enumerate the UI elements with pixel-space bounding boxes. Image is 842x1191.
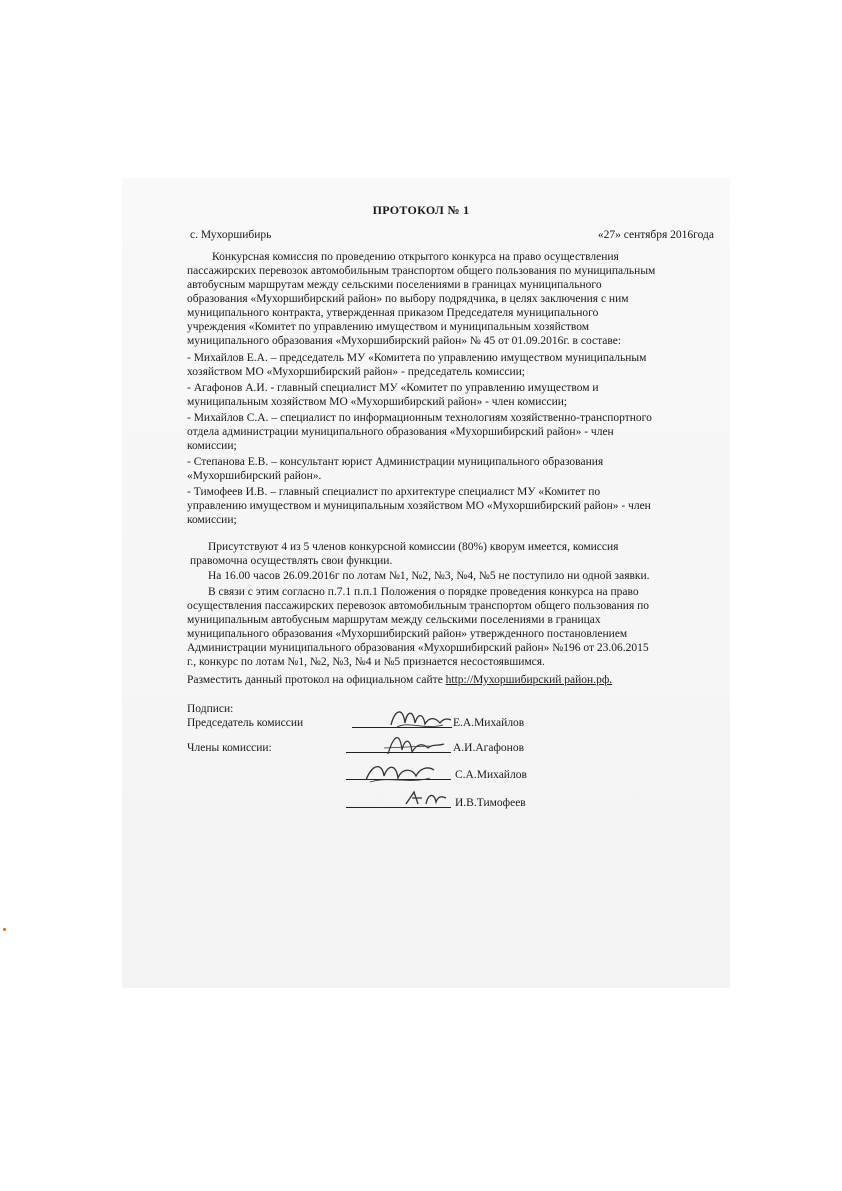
scan-artifact-mark <box>3 928 6 931</box>
intro-line: муниципального контракта, утвержденная приказом Председателя муниципального <box>187 307 599 319</box>
decision-line: муниципального образования «Мухоршибирский район» утвержденного постановлением <box>187 628 628 640</box>
members-label: Члены комиссии: <box>187 742 272 754</box>
signatures-heading: Подписи: <box>187 703 234 715</box>
signature-agafonov <box>380 730 450 758</box>
signature-mikhailov-sa <box>360 756 440 786</box>
member-line: - Степанова Е.В. – консультант юрист Администрации муниципального образования <box>187 456 604 468</box>
member-line: - Агафонов А.И. - главный специалист МУ «Комитет по управлению имуществом и <box>187 382 599 394</box>
intro-line: муниципального образования «Мухоршибирский район» № 45 от 01.09.2016г. в составе: <box>187 335 622 347</box>
signature-timofeev <box>400 786 450 810</box>
protocol-date: «27» сентября 2016года <box>597 229 714 241</box>
decision-line: В связи с этим согласно п.7.1 п.п.1 Положения о порядке проведения конкурса на право <box>208 586 639 598</box>
protocol-place: с. Мухоршибирь <box>190 229 272 241</box>
decision-line: муниципальным автобусным маршрутам между сельскими поселениями в границах <box>187 614 601 626</box>
protocol-title: ПРОТОКОЛ № 1 <box>372 203 470 217</box>
member-line: - Тимофеев И.В. – главный специалист по архитектуре специалист МУ «Комитет по <box>187 486 601 498</box>
publish-notice <box>187 673 612 687</box>
member-line: муниципальным хозяйством МО «Мухоршибирский район» - член комиссии; <box>187 396 568 408</box>
decision-line: Администрации муниципального образования «Мухоршибирский район» №196 от 23.06.2015 <box>187 642 649 654</box>
member-line: управлению имуществом и муниципальным хозяйством МО «Мухоршибирский район» - член <box>187 500 651 512</box>
signer-name: И.В.Тимофеев <box>455 797 526 809</box>
signature-mikhailov-ea <box>385 703 455 733</box>
decision-line: Присутствуют 4 из 5 членов конкурсной комиссии (80%) кворум имеется, комиссия <box>208 541 619 553</box>
member-line: комиссии; <box>187 514 237 526</box>
signer-name: Е.А.Михайлов <box>453 717 525 729</box>
intro-line: пассажирских перевозок автомобильным транспортом общего пользования по муниципальным <box>187 265 656 277</box>
official-site-link[interactable]: http://Мухоршибирский район.рф. <box>445 674 613 686</box>
member-line: хозяйством МО «Мухоршибирский район» - председатель комиссии; <box>187 366 525 378</box>
member-line: комиссии; <box>187 440 237 452</box>
member-line: отдела администрации муниципального образования «Мухоршибирский район» - член <box>187 426 614 438</box>
decision-line: г., конкурс по лотам №1, №2, №3, №4 и №5 признается несостоявшимся. <box>187 656 545 668</box>
intro-line: Конкурсная комиссия по проведению открытого конкурса на право осуществления <box>212 251 619 263</box>
chair-label: Председатель комиссии <box>187 717 304 729</box>
intro-line: автобусным маршрутам между сельскими поселениями в границах муниципального <box>187 279 602 291</box>
intro-line: образования «Мухоршибирский район» по выбору подрядчика, в целях заключения с ним <box>187 293 629 305</box>
intro-line: учреждения «Комитет по управлению имуществом и муниципальным хозяйством <box>187 321 590 333</box>
signer-name: С.А.Михайлов <box>455 769 527 781</box>
member-line: - Михайлов С.А. – специалист по информационным технологиям хозяйственно-транспортного <box>187 412 652 424</box>
signer-name: А.И.Агафонов <box>453 742 525 754</box>
decision-line: правомочна осуществлять свои функции. <box>190 555 393 567</box>
decision-line: осуществления пассажирских перевозок автомобильным транспортом общего пользования по <box>187 600 650 612</box>
member-line: «Мухоршибирский район». <box>187 470 322 482</box>
member-line: - Михайлов Е.А. – председатель МУ «Комитета по управлению имуществом муниципальным <box>187 352 647 364</box>
publish-text: Разместить данный протокол на официальном сайте <box>187 674 446 686</box>
decision-line: На 16.00 часов 26.09.2016г по лотам №1, №2, №3, №4, №5 не поступило ни одной заявки. <box>208 570 650 582</box>
